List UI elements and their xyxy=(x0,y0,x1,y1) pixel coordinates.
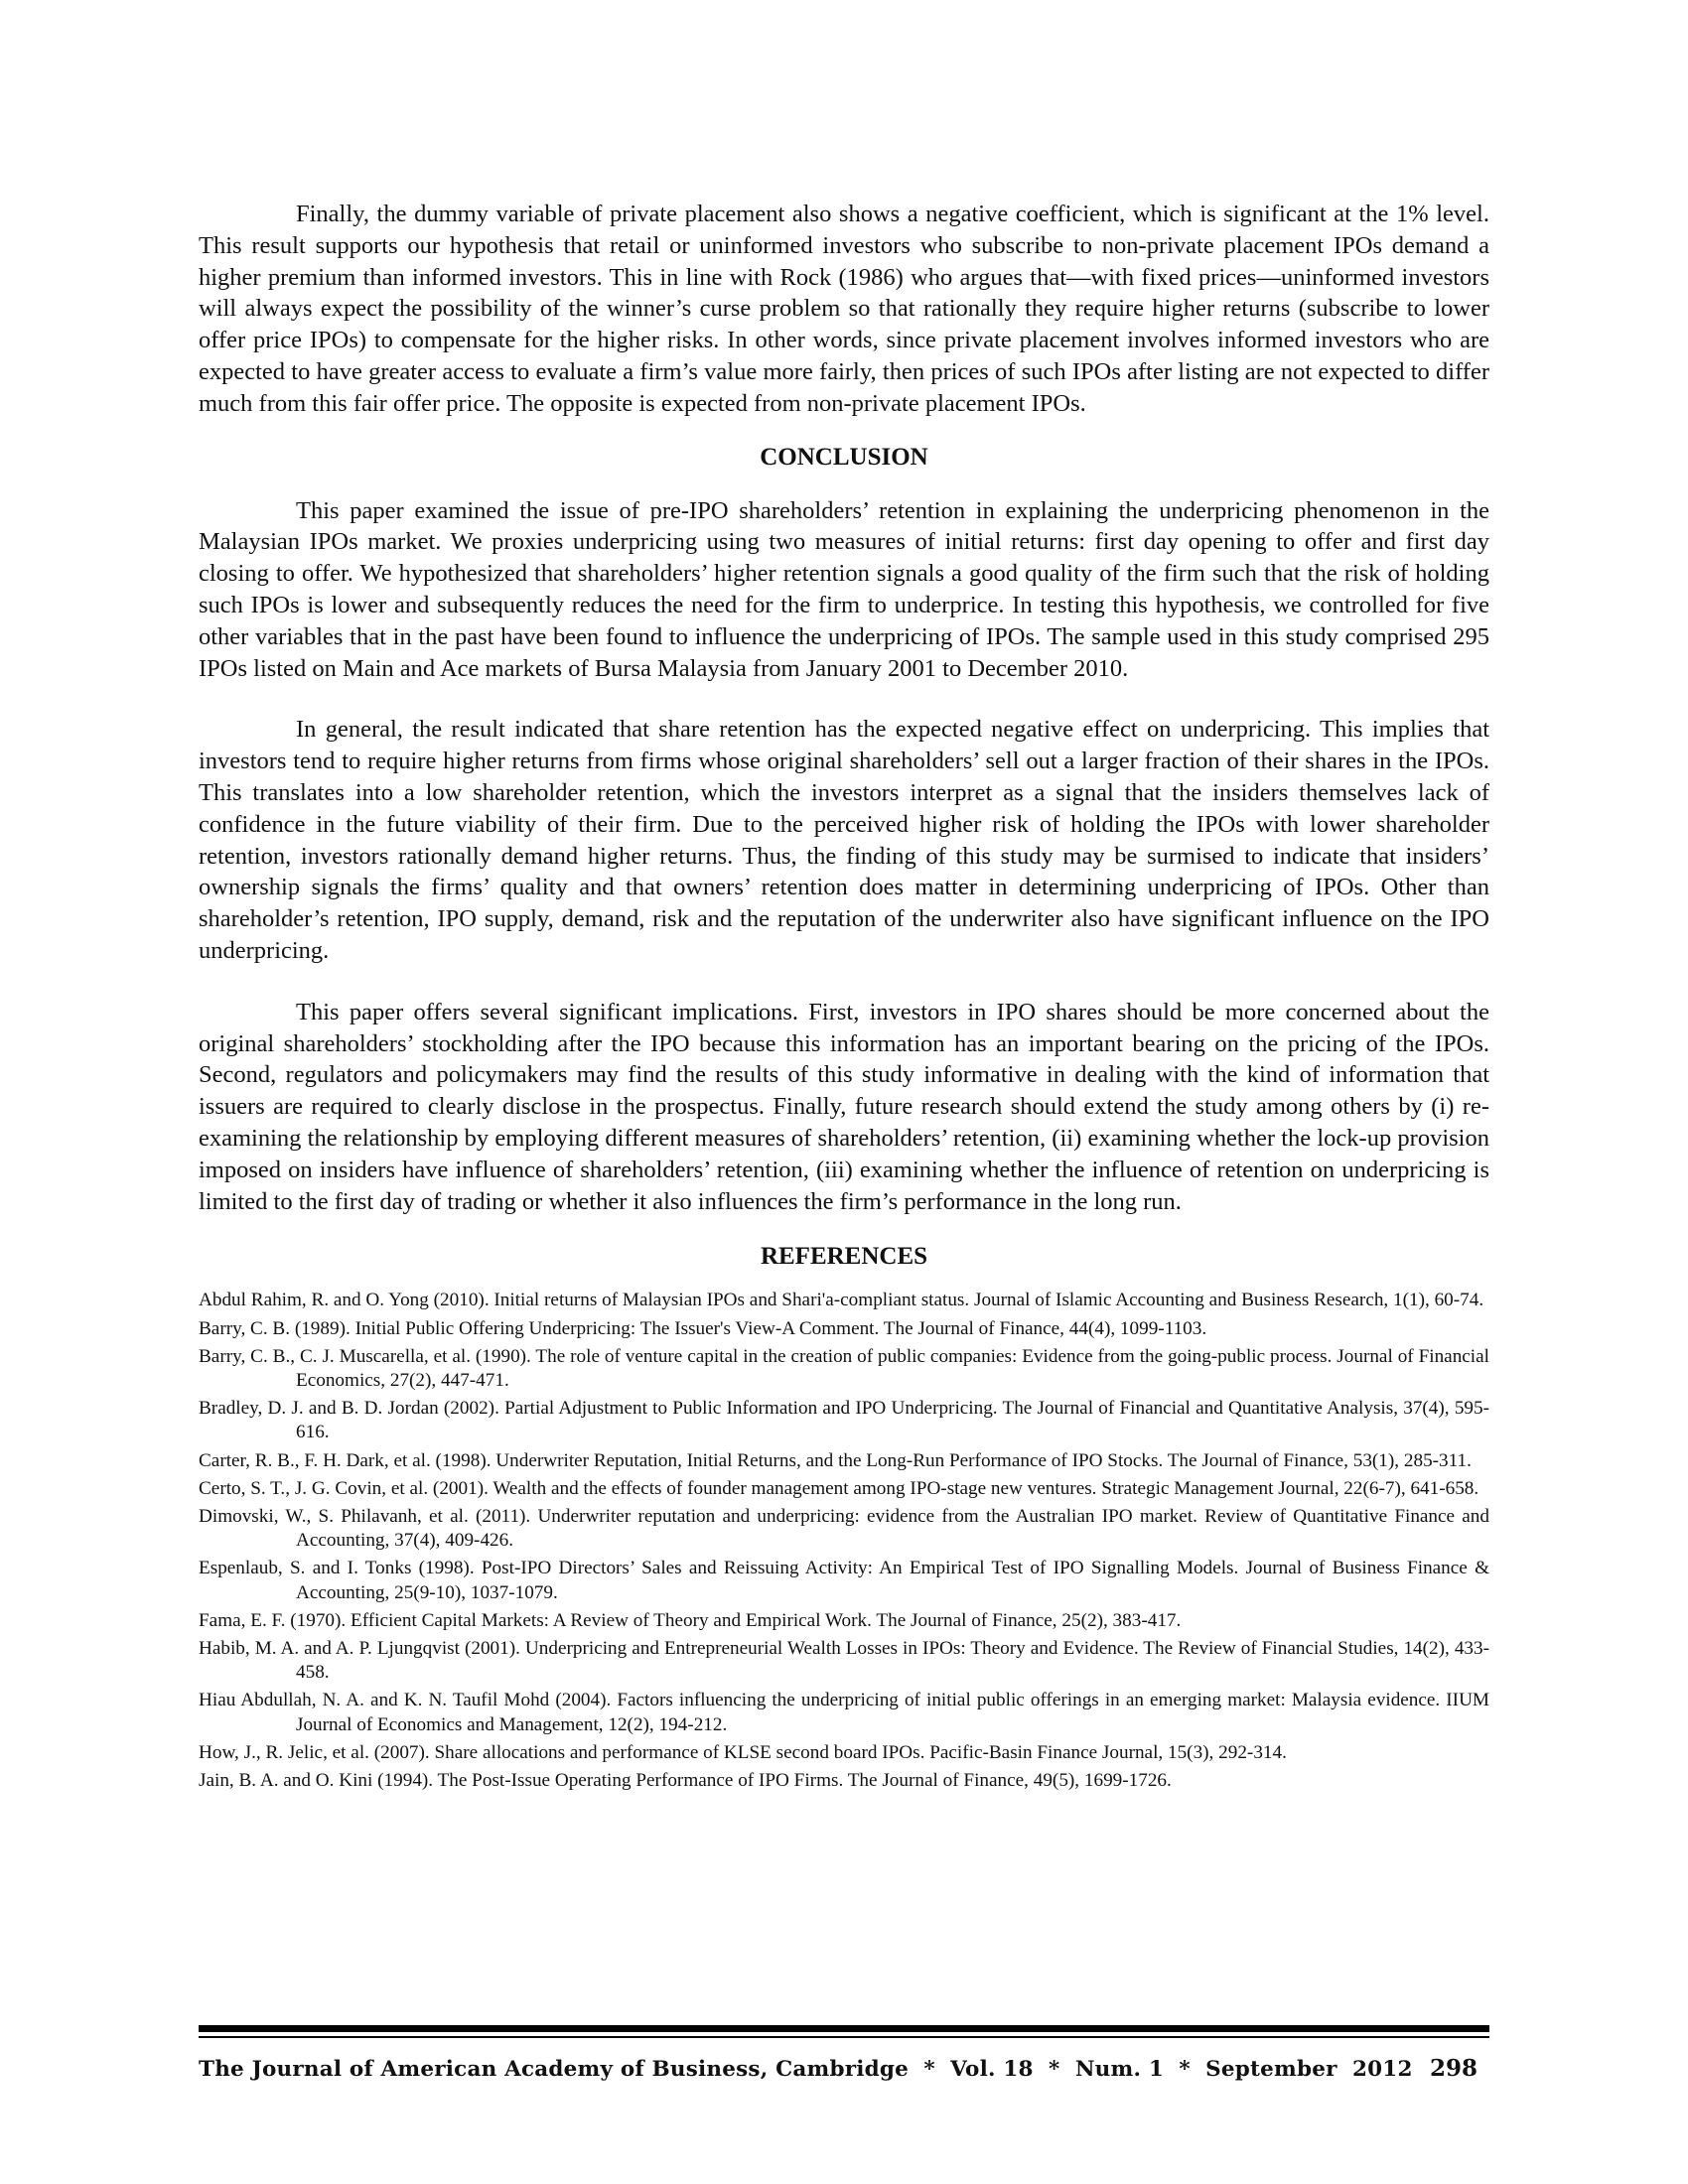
reference-item: Dimovski, W., S. Philavanh, et al. (2011). Underwriter reputation and underpricing: evidence from the Australian IPO market. Review of Quantitative Finance and Accounting, 37(4), 409-426. xyxy=(199,1505,1489,1552)
footer-rule-thick xyxy=(199,2025,1489,2032)
footer-rule-thin xyxy=(199,2036,1489,2038)
reference-item: Bradley, D. J. and B. D. Jordan (2002). Partial Adjustment to Public Information and IPO Underpricing. The Journal of Financial and Quantitative Analysis, 37(4), 595-616. xyxy=(199,1398,1489,1443)
references-heading: REFERENCES xyxy=(760,1243,928,1271)
body-paragraph-4: This paper offers several significant implications. First, investors in IPO shares should be more concerned about the original shareholders’ stockholding after the IPO because this information has an important bearing on the pricing of the IPOs. Second, regulators and policymakers may find the results of this study informative in dealing with the kind of information that issuers are required to clearly disclose in the prospectus. Finally, future research should extend the study among others by (i) re-examining the relationship by employing different measures of shareholders’ retention, (ii) examining whether the lock-up provision imposed on insiders have influence of shareholders’ retention, (iii) examining whether the influence of retention on underpricing is limited to the first day of trading or whether it also influences the firm’s performance in the long run. xyxy=(199,998,1489,1215)
reference-item: Barry, C. B., C. J. Muscarella, et al. (1990). The role of venture capital in the creation of public companies: Evidence from the going-public process. Journal of Financial Economics, 27(2), 447-471. xyxy=(199,1345,1489,1391)
page-content xyxy=(199,199,1489,1797)
reference-item: Certo, S. T., J. G. Covin, et al. (2001). Wealth and the effects of founder management among IPO-stage new ventures. Strategic Management Journal, 22(6-7), 641-658. xyxy=(199,1477,1479,1499)
page-number: 298 xyxy=(1430,2055,1478,2082)
body-paragraph-2: This paper examined the issue of pre-IPO shareholders’ retention in explaining the underpricing phenomenon in the Malaysian IPOs market. We proxies underpricing using two measures of initial returns: first day opening to offer and first day closing to offer. We hypothesized that shareholders’ higher retention signals a good quality of the firm such that the risk of holding such IPOs is lower and subsequently reduces the need for the firm to underprice. In testing this hypothesis, we controlled for five other variables that in the past have been found to influence the underpricing of IPOs. The sample used in this study comprised 295 IPOs listed on Main and Ace markets of Bursa Malaysia from January 2001 to December 2010. xyxy=(199,496,1489,682)
reference-item: Carter, R. B., F. H. Dark, et al. (1998). Underwriter Reputation, Initial Returns, and the Long-Run Performance of IPO Stocks. The Journal of Finance, 53(1), 285-311. xyxy=(199,1449,1472,1471)
body-paragraph-3: In general, the result indicated that share retention has the expected negative effect on underpricing. This implies that investors tend to require higher returns from firms whose original shareholders’ sell out a larger fraction of their shares in the IPOs. This translates into a low shareholder retention, which the investors interpret as a signal that the insiders themselves lack of confidence in the future viability of their firm. Due to the perceived higher risk of holding the IPOs with lower shareholder retention, investors rationally demand higher returns. Thus, the finding of this study may be surmised to indicate that insiders’ ownership signals the firms’ quality and that owners’ retention does matter in determining underpricing of IPOs. Other than shareholder’s retention, IPO supply, demand, risk and the reputation of the underwriter also have significant influence on the IPO underpricing. xyxy=(199,716,1489,964)
reference-item: Jain, B. A. and O. Kini (1994). The Post-Issue Operating Performance of IPO Firms. The Journal of Finance, 49(5), 1699-1726. xyxy=(199,1769,1172,1791)
reference-item: Habib, M. A. and A. P. Ljungqvist (2001). Underpricing and Entrepreneurial Wealth Losses in IPOs: Theory and Evidence. The Review of Financial Studies, 14(2), 433-458. xyxy=(199,1637,1489,1684)
reference-item: Barry, C. B. (1989). Initial Public Offering Underpricing: The Issuer's View-A Comment. The Journal of Finance, 44(4), 1099-1103. xyxy=(199,1317,1207,1339)
reference-list xyxy=(199,1289,1489,1793)
reference-item: Hiau Abdullah, N. A. and K. N. Taufil Mohd (2004). Factors influencing the underpricing of initial public offerings in an emerging market: Malaysia evidence. IIUM Journal of Economics and Management, 12(2), 194-212. xyxy=(199,1690,1489,1735)
reference-item: Fama, E. F. (1970). Efficient Capital Markets: A Review of Theory and Empirical Work. The Journal of Finance, 25(2), 383-417. xyxy=(199,1609,1182,1631)
footer-journal-line: The Journal of American Academy of Business, Cambridge * Vol. 18 * Num. 1 * September 2012 xyxy=(199,2057,1413,2082)
conclusion-heading: CONCLUSION xyxy=(760,443,928,471)
body-paragraph-1: Finally, the dummy variable of private placement also shows a negative coefficient, which is significant at the 1% level. This result supports our hypothesis that retail or uninformed investors who subscribe to non-private placement IPOs demand a higher premium than informed investors. This in line with Rock (1986) who argues that—with fixed prices—uninformed investors will always expect the possibility of the winner’s curse problem so that rationally they require higher returns (subscribe to lower offer price IPOs) to compensate for the higher risks. In other words, since private placement involves informed investors who are expected to have greater access to evaluate a firm’s value more fairly, then prices of such IPOs after listing are not expected to differ much from this fair offer price. The opposite is expected from non-private placement IPOs. xyxy=(199,201,1489,417)
reference-item: How, J., R. Jelic, et al. (2007). Share allocations and performance of KLSE second board IPOs. Pacific-Basin Finance Journal, 15(3), 292-314. xyxy=(199,1741,1287,1763)
reference-item: Abdul Rahim, R. and O. Yong (2010). Initial returns of Malaysian IPOs and Shari'a-compliant status. Journal of Islamic Accounting and Business Research, 1(1), 60-74. xyxy=(199,1290,1484,1311)
reference-item: Espenlaub, S. and I. Tonks (1998). Post-IPO Directors’ Sales and Reissuing Activity: An Empirical Test of IPO Signalling Models. Journal of Business Finance & Accounting, 25(9-10), 1037-1079. xyxy=(199,1558,1489,1603)
